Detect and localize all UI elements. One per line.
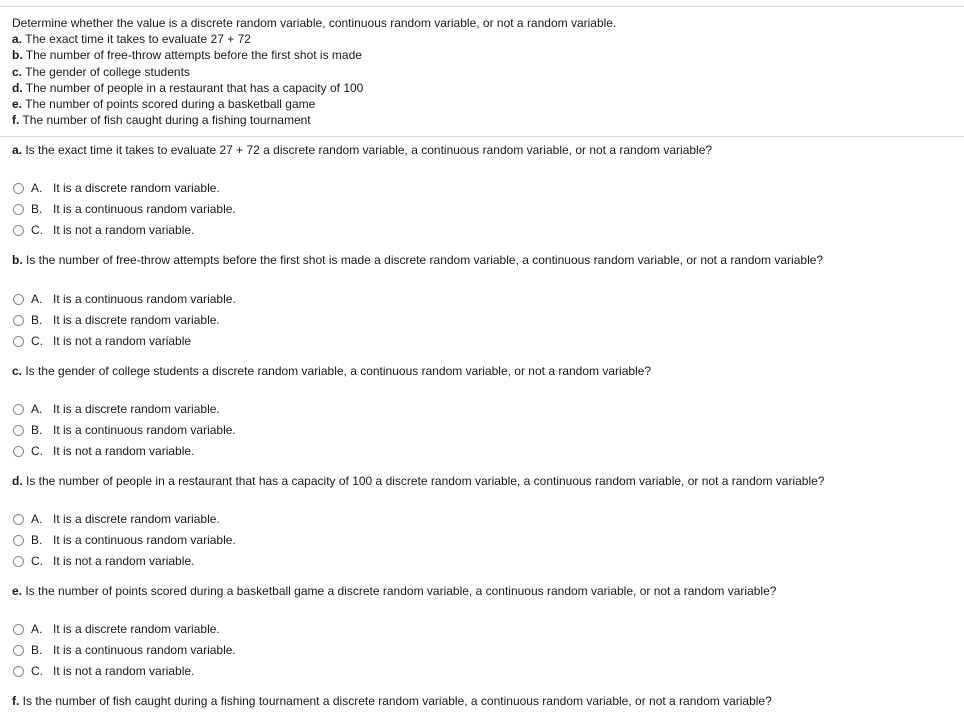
question-b-option-a[interactable] [13,291,236,307]
option-text: It is a continuous random variable. [53,423,236,437]
option-text: It is not a random variable. [53,223,195,237]
radio-button[interactable] [13,514,24,525]
option-text: It is a discrete random variable. [53,402,220,416]
question-prompt: Is the number of people in a restaurant that has a capacity of 100 a discrete random variable, a continuous random variable, or not a random variable? [22,474,825,488]
option-text: It is not a random variable [53,334,192,348]
item-letter: a. [12,32,23,46]
question-d-option-a[interactable] [13,511,220,527]
radio-button[interactable] [13,666,24,677]
radio-button[interactable] [13,425,24,436]
top-divider [0,6,964,7]
option-text: It is a continuous random variable. [53,533,236,547]
item-text: The number of people in a restaurant that has a capacity of 100 [22,81,364,95]
instruction-item-c [12,64,190,80]
option-text: It is a discrete random variable. [53,181,220,195]
radio-button[interactable] [13,645,24,656]
instruction-item-e [12,96,315,112]
item-text: The gender of college students [22,65,190,79]
question-f [12,693,772,709]
question-letter: d. [12,474,23,488]
question-c-option-b[interactable] [13,422,236,438]
instructions-intro: Determine whether the value is a discrete random variable, continuous random variable, or not a random variable. [12,16,617,30]
option-letter: A. [31,292,43,306]
option-text: It is a continuous random variable. [53,202,236,216]
radio-button[interactable] [13,225,24,236]
option-letter: A. [31,622,43,636]
item-letter: b. [12,48,23,62]
option-text: It is not a random variable. [53,664,195,678]
option-letter: B. [31,313,43,327]
instruction-item-b [12,47,362,63]
item-text: The number of free-throw attempts before the first shot is made [22,48,362,62]
question-letter: c. [12,364,23,378]
question-e-option-b[interactable] [13,642,236,658]
option-letter: B. [31,533,43,547]
option-text: It is not a random variable. [53,554,195,568]
option-letter: C. [31,444,43,458]
option-letter: B. [31,423,43,437]
item-letter: e. [12,97,23,111]
radio-button[interactable] [13,183,24,194]
instruction-item-f [12,112,311,128]
question-prompt: Is the number of points scored during a basketball game a discrete random variable, a continuous random variable, or not a random variable? [22,584,777,598]
question-e-option-a[interactable] [13,621,220,637]
option-letter: C. [31,554,43,568]
option-letter: A. [31,181,43,195]
option-text: It is a continuous random variable. [53,292,236,306]
question-prompt: Is the gender of college students a discrete random variable, a continuous random variable, or not a random variable? [22,364,652,378]
question-c-option-c[interactable] [13,443,194,459]
question-c [12,363,651,379]
option-letter: A. [31,402,43,416]
item-letter: c. [12,65,23,79]
question-a-option-a[interactable] [13,180,220,196]
radio-button[interactable] [13,204,24,215]
question-b [12,252,823,268]
item-text: The exact time it takes to evaluate 27 + 72 [22,32,251,46]
option-text: It is a discrete random variable. [53,622,220,636]
option-text: It is not a random variable. [53,444,195,458]
question-letter: a. [12,143,23,157]
radio-button[interactable] [13,404,24,415]
instruction-item-d [12,80,363,96]
question-b-option-b[interactable] [13,312,220,328]
question-prompt: Is the number of fish caught during a fishing tournament a discrete random variable, a continuous random variable, or not a random variable? [19,694,772,708]
item-letter: f. [12,113,20,127]
instruction-item-a [12,31,251,47]
question-letter: f. [12,694,20,708]
radio-button[interactable] [13,336,24,347]
question-d-option-b[interactable] [13,532,236,548]
question-b-option-c[interactable] [13,333,191,349]
radio-button[interactable] [13,294,24,305]
question-a-option-c[interactable] [13,222,194,238]
item-text: The number of points scored during a basketball game [22,97,316,111]
option-text: It is a discrete random variable. [53,512,220,526]
question-prompt: Is the number of free-throw attempts before the first shot is made a discrete random variable, a continuous random variable, or not a random variable? [22,253,824,267]
radio-button[interactable] [13,315,24,326]
section-divider [0,136,964,137]
question-d [12,473,824,489]
option-letter: C. [31,664,43,678]
option-text: It is a discrete random variable. [53,313,220,327]
radio-button[interactable] [13,446,24,457]
question-e-option-c[interactable] [13,663,194,679]
item-letter: d. [12,81,23,95]
question-c-option-a[interactable] [13,401,220,417]
radio-button[interactable] [13,624,24,635]
question-a [12,142,712,158]
option-text: It is a continuous random variable. [53,643,236,657]
option-letter: C. [31,223,43,237]
question-prompt: Is the exact time it takes to evaluate 27 + 72 a discrete random variable, a continuous random variable, or not a random variable? [22,143,713,157]
radio-button[interactable] [13,535,24,546]
option-letter: B. [31,643,43,657]
question-e [12,583,776,599]
question-d-option-c[interactable] [13,553,194,569]
question-letter: e. [12,584,23,598]
radio-button[interactable] [13,556,24,567]
option-letter: A. [31,512,43,526]
question-a-option-b[interactable] [13,201,236,217]
item-text: The number of fish caught during a fishing tournament [19,113,311,127]
option-letter: C. [31,334,43,348]
option-letter: B. [31,202,43,216]
question-letter: b. [12,253,23,267]
